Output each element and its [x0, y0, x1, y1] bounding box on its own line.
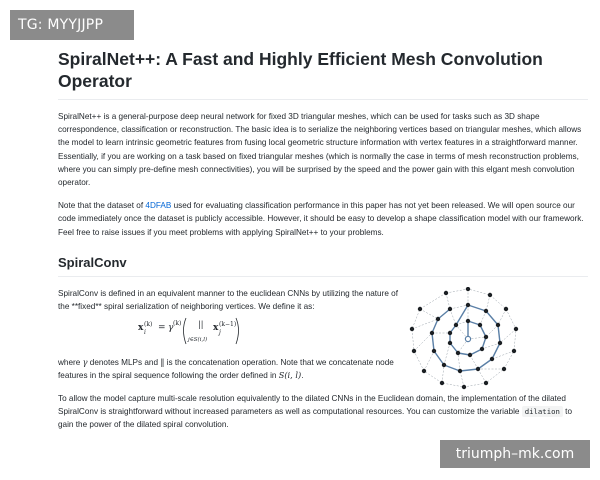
spiralconv-text [58, 287, 398, 383]
readme-content [58, 48, 588, 431]
svg-text:j: j [219, 329, 221, 337]
note-text-after: used for evaluating classification performance in this paper has not yet been released. We will open source our code immediately once the dataset is publicly accessible. However, it should be easy to develop a shape classification model with our framework. Feel free to raise issues if you meet problems with applying SpiralNet++ to your problems. [58, 201, 584, 237]
dilated-text-1: To allow the model capture multi-scale resolution equivalently to the dilated CNNs in the Euclidean domain, the implementation of the dilated SpiralConv is straightforward without increased parameters as well as computational resources. You can customize the variable [58, 393, 566, 416]
where-paragraph [58, 356, 398, 382]
concat-symbol: ‖ [160, 357, 165, 368]
formula-image [88, 316, 288, 352]
gamma-symbol: γ [82, 357, 88, 368]
svg-text:||: || [198, 320, 204, 330]
where-text-1: where [58, 358, 83, 368]
watermark-label: triumph–mk.com [440, 440, 590, 468]
spiral-order-symbol: S(i, l) [278, 370, 302, 381]
svg-text:(k−1): (k−1) [219, 321, 237, 329]
intro-paragraph: SpiralNet++ is a general-purpose deep neural network for fixed 3D triangular meshes, which can be used for tasks such as 3D shape correspondence, classification or reconstruction. The basic idea is to serialize the neighboring vertices based on triangular meshes, which allows the model to learn intrinsic geometric features from fusing local geometric structure information with vertex features in a straightforward manner. Essentially, if you are working on a task based on fixed triangular meshes (which is normally the case in terms of mesh reconstruction problems, where you can simply pre-define mesh connectivities), you will be surprised by the speed and the power gain with this elgant mesh convolution operator. [58, 112, 582, 188]
dataset-link[interactable]: 4DFAB [145, 201, 172, 211]
svg-text:(k): (k) [144, 321, 153, 329]
svg-text:j∈S(i,l): j∈S(i,l) [188, 337, 208, 344]
svg-text:i: i [144, 329, 146, 337]
dilated-paragraph [58, 392, 588, 432]
tag-label: TG: MYYJJPP [10, 10, 134, 40]
dilated-text-2: to gain the power of the dilated spiral convolution. [58, 406, 572, 430]
svg-text:(k): (k) [173, 320, 182, 328]
spiralconv-definition: SpiralConv is defined in an equivalent manner to the euclidean CNNs by utilizing the nature of the **fixed** spiral serialization of neighboring vertices. We define it as: [58, 288, 398, 312]
svg-text:x: x [213, 323, 219, 334]
svg-text:x: x [138, 323, 144, 334]
note-text-before: Note that the dataset of [58, 201, 146, 211]
spiralconv-formula [58, 316, 398, 352]
spiral-mesh-diagram [406, 287, 524, 391]
where-text-4: . [301, 371, 304, 381]
page-title: SpiralNet++: A Fast and Highly Efficient Mesh Convolution Operator [58, 48, 588, 100]
section-title: SpiralConv [58, 254, 588, 277]
spiralconv-section [58, 287, 588, 431]
where-text-3: is the concatenation operation. Note that we concatenate node features in the spiral sequence following the order defined in [58, 358, 394, 381]
note-paragraph [58, 199, 588, 239]
svg-text:=: = [158, 323, 166, 334]
where-text-2: denotes MLPs and [87, 358, 161, 368]
dilation-code: dilation [522, 406, 563, 417]
svg-text:γ: γ [168, 323, 174, 334]
